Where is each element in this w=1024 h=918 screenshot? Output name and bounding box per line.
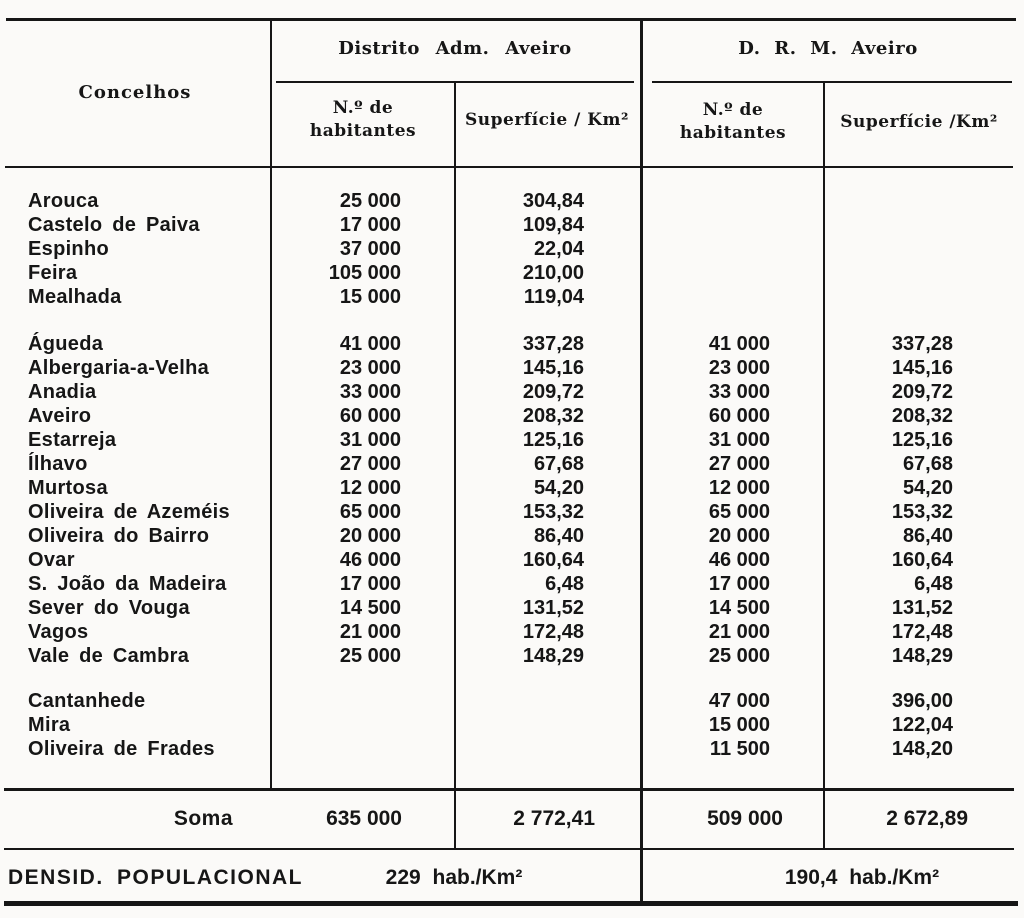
- drm-habitantes-value: 23 000: [708, 357, 770, 379]
- soma-distrito-superficie: 2 772,41: [513, 807, 595, 830]
- distrito-superficie-value: 86,40: [533, 525, 584, 547]
- distrito-habitantes-value: 33 000: [339, 381, 401, 403]
- table-row: [0, 620, 1024, 644]
- distrito-superficie-value: 67,68: [533, 453, 584, 475]
- drm-superficie-value: 67,68: [902, 453, 953, 475]
- drm-superficie-value: 6,48: [914, 573, 953, 595]
- distrito-habitantes-value: 27 000: [339, 453, 401, 475]
- distrito-superficie-value: 209,72: [522, 381, 584, 403]
- distrito-habitantes-value: 14 500: [339, 597, 401, 619]
- table-row: [0, 380, 1024, 404]
- table-row: [0, 644, 1024, 668]
- drm-habitantes-value: 20 000: [708, 525, 770, 547]
- distrito-superficie-value: 54,20: [533, 477, 584, 499]
- distrito-habitantes-value: 46 000: [339, 549, 401, 571]
- concelho-name: Sever do Vouga: [28, 597, 190, 619]
- table-row: [0, 524, 1024, 548]
- distrito-superficie-header: Superfície / Km²: [465, 110, 629, 130]
- distrito-superficie-value: 119,04: [523, 286, 584, 308]
- rule-below-soma: [4, 848, 1014, 850]
- soma-distrito-habitantes: 635 000: [326, 807, 402, 830]
- table-row: [0, 572, 1024, 596]
- drm-superficie-value: 337,28: [891, 333, 953, 355]
- distrito-habitantes-header-line2: habitantes: [309, 121, 417, 141]
- drm-superficie-value: 131,52: [891, 597, 953, 619]
- drm-superficie-value: 209,72: [891, 381, 953, 403]
- concelho-name: Feira: [28, 262, 78, 284]
- table-row: [0, 737, 1024, 761]
- concelho-name: Mealhada: [28, 286, 122, 308]
- drm-habitantes-header-line1: N.º de: [702, 100, 764, 120]
- distrito-habitantes-value: 25 000: [339, 190, 401, 212]
- table-row: [0, 428, 1024, 452]
- drm-habitantes-header-line2: habitantes: [679, 123, 787, 143]
- distrito-habitantes-value: 20 000: [339, 525, 401, 547]
- concelho-name: Estarreja: [28, 429, 117, 451]
- drm-superficie-value: 172,48: [891, 621, 953, 643]
- table-row: [0, 548, 1024, 572]
- concelho-name: Oliveira do Bairro: [28, 525, 210, 547]
- table-row: [0, 356, 1024, 380]
- table-row: [0, 596, 1024, 620]
- concelho-name: Arouca: [28, 190, 99, 212]
- concelho-name: Aveiro: [28, 405, 92, 427]
- table-row: [0, 237, 1024, 261]
- rule-above-soma: [4, 788, 1014, 791]
- concelho-name: Oliveira de Frades: [28, 738, 215, 760]
- distrito-habitantes-value: 60 000: [339, 405, 401, 427]
- drm-habitantes-header: [643, 99, 823, 145]
- drm-habitantes-value: 33 000: [708, 381, 770, 403]
- table-row: [0, 261, 1024, 285]
- concelho-name: Mira: [28, 714, 71, 736]
- distrito-habitantes-value: 17 000: [339, 214, 401, 236]
- drm-superficie-value: 208,32: [891, 405, 953, 427]
- distrito-habitantes-header: [272, 97, 454, 143]
- drm-habitantes-value: 47 000: [708, 690, 770, 712]
- distrito-habitantes-value: 17 000: [339, 573, 401, 595]
- drm-habitantes-value: 27 000: [708, 453, 770, 475]
- drm-habitantes-value: 25 000: [708, 645, 770, 667]
- concelho-name: Murtosa: [28, 477, 108, 499]
- distrito-habitantes-value: 65 000: [339, 501, 401, 523]
- drm-superficie-value: 122,04: [891, 714, 953, 736]
- density-row: [0, 864, 1024, 891]
- drm-superficie-value: 145,16: [891, 357, 953, 379]
- distrito-habitantes-value: 105 000: [328, 262, 401, 284]
- concelho-name: Vale de Cambra: [28, 645, 190, 667]
- concelho-name: Oliveira de Azeméis: [28, 501, 230, 523]
- drm-superficie-header: Superfície /Km²: [840, 112, 998, 132]
- concelho-name: Cantanhede: [28, 690, 146, 712]
- concelho-name: S. João da Madeira: [28, 573, 227, 595]
- header-bottom-rule: [5, 166, 1013, 168]
- distrito-superficie-value: 145,16: [522, 357, 584, 379]
- distrito-habitantes-value: 41 000: [339, 333, 401, 355]
- table-bottom-rule: [4, 901, 1018, 906]
- table-row: [0, 476, 1024, 500]
- table-row: [0, 500, 1024, 524]
- distrito-habitantes-value: 23 000: [339, 357, 401, 379]
- concelho-name: Ovar: [28, 549, 75, 571]
- distrito-superficie-value: 153,32: [522, 501, 584, 523]
- drm-habitantes-value: 60 000: [708, 405, 770, 427]
- concelho-name: Albergaria-a-Velha: [28, 357, 210, 379]
- distrito-superficie-value: 131,52: [522, 597, 584, 619]
- distrito-superficie-value: 337,28: [522, 333, 584, 355]
- distrito-superficie-value: 210,00: [522, 262, 584, 284]
- table-row: [0, 189, 1024, 213]
- concelhos-column-header: Concelhos: [78, 82, 192, 103]
- density-drm-value: 190,4 hab./Km²: [784, 866, 940, 889]
- distrito-habitantes-value: 31 000: [339, 429, 401, 451]
- drm-group-underline: [652, 81, 1012, 83]
- distrito-superficie-value: 148,29: [522, 645, 584, 667]
- distrito-superficie-value: 109,84: [522, 214, 584, 236]
- distrito-superficie-value: 22,04: [533, 238, 584, 260]
- table-row: [0, 713, 1024, 737]
- drm-habitantes-value: 17 000: [708, 573, 770, 595]
- drm-group-header: D. R. M. Aveiro: [738, 38, 918, 59]
- drm-habitantes-value: 14 500: [708, 597, 770, 619]
- drm-habitantes-value: 46 000: [708, 549, 770, 571]
- concelho-name: Águeda: [28, 333, 104, 355]
- distrito-group-header: Distrito Adm. Aveiro: [338, 38, 572, 59]
- table-row: [0, 332, 1024, 356]
- concelho-name: Espinho: [28, 238, 109, 260]
- drm-superficie-value: 148,20: [891, 738, 953, 760]
- drm-superficie-value: 148,29: [891, 645, 953, 667]
- density-label: DENSID. POPULACIONAL: [8, 866, 304, 889]
- distrito-superficie-value: 304,84: [522, 190, 584, 212]
- distrito-habitantes-value: 15 000: [339, 286, 401, 308]
- soma-drm-superficie: 2 672,89: [886, 807, 968, 830]
- distrito-superficie-value: 160,64: [522, 549, 584, 571]
- drm-superficie-value: 160,64: [891, 549, 953, 571]
- distrito-superficie-value: 6,48: [545, 573, 584, 595]
- drm-habitantes-value: 11 500: [709, 738, 770, 760]
- table-row: [0, 285, 1024, 309]
- concelho-name: Castelo de Paiva: [28, 214, 200, 236]
- drm-habitantes-value: 31 000: [708, 429, 770, 451]
- table-top-rule: [6, 18, 1016, 21]
- density-distrito-value: 229 hab./Km²: [385, 866, 523, 889]
- distrito-habitantes-value: 37 000: [339, 238, 401, 260]
- concelho-name: Vagos: [28, 621, 89, 643]
- drm-habitantes-value: 41 000: [708, 333, 770, 355]
- table-row: [0, 404, 1024, 428]
- concelho-name: Ílhavo: [28, 453, 88, 475]
- table-row: [0, 452, 1024, 476]
- distrito-superficie-value: 208,32: [522, 405, 584, 427]
- drm-superficie-value: 153,32: [891, 501, 953, 523]
- drm-habitantes-value: 65 000: [708, 501, 770, 523]
- drm-superficie-value: 86,40: [902, 525, 953, 547]
- soma-drm-habitantes: 509 000: [707, 807, 783, 830]
- concelho-name: Anadia: [28, 381, 97, 403]
- drm-habitantes-value: 15 000: [708, 714, 770, 736]
- table-row: [0, 213, 1024, 237]
- distrito-superficie-value: 125,16: [522, 429, 584, 451]
- soma-label: Soma: [173, 807, 233, 830]
- drm-habitantes-value: 21 000: [708, 621, 770, 643]
- distrito-habitantes-header-line1: N.º de: [332, 98, 394, 118]
- soma-row: [0, 806, 1024, 831]
- distrito-habitantes-value: 25 000: [339, 645, 401, 667]
- distrito-habitantes-value: 12 000: [339, 477, 401, 499]
- distrito-superficie-value: 172,48: [522, 621, 584, 643]
- distrito-habitantes-value: 21 000: [339, 621, 401, 643]
- drm-habitantes-value: 12 000: [708, 477, 770, 499]
- table-row: [0, 689, 1024, 713]
- drm-superficie-value: 396,00: [891, 690, 953, 712]
- drm-superficie-value: 54,20: [902, 477, 953, 499]
- drm-superficie-value: 125,16: [891, 429, 953, 451]
